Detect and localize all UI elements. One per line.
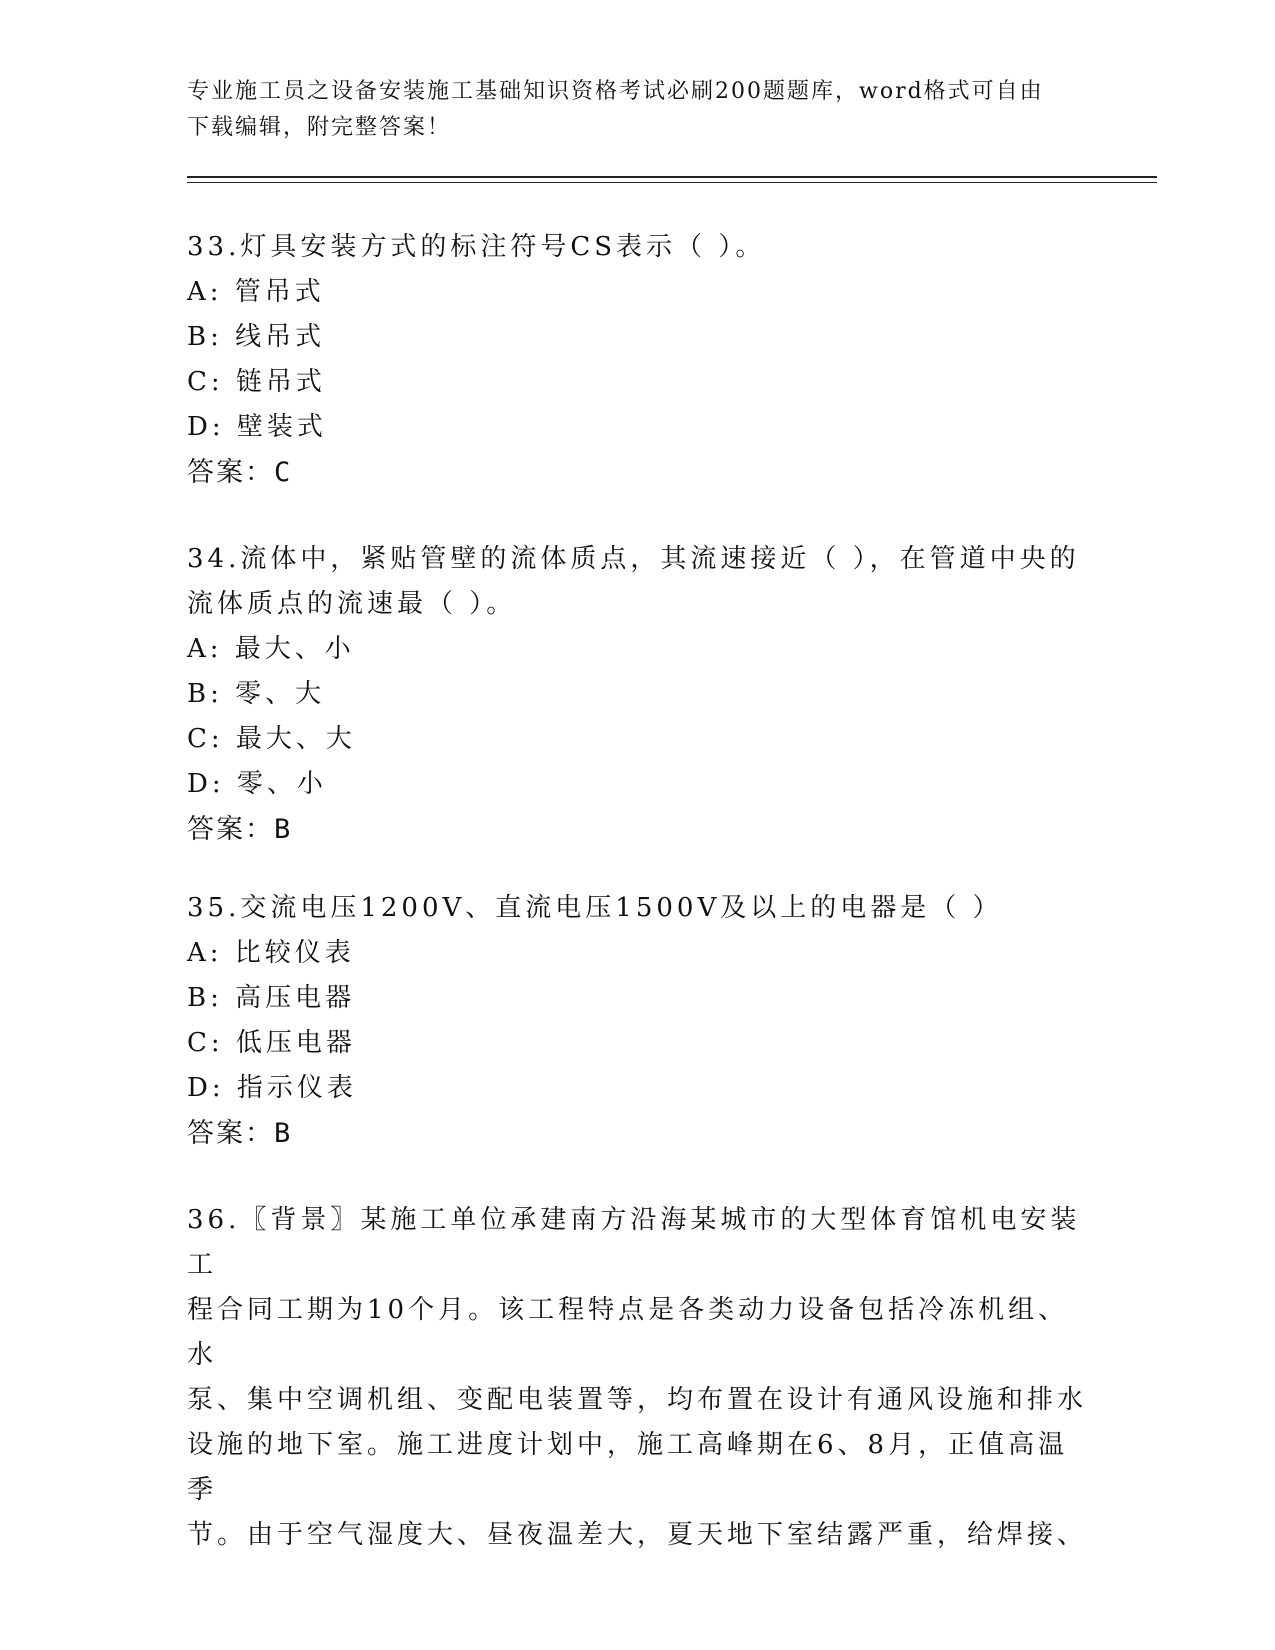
question-36 bbox=[187, 1198, 1087, 1558]
question-35 bbox=[187, 886, 1087, 1156]
answer bbox=[187, 1111, 1087, 1156]
answer-label: 答案： bbox=[187, 814, 274, 845]
answer-label: 答案： bbox=[187, 1118, 274, 1149]
answer-value: B bbox=[274, 814, 293, 845]
header-divider-thick bbox=[187, 176, 1157, 178]
option-c: C: 链吊式 bbox=[187, 367, 326, 397]
question-stem-line-3: 泵、集中空调机组、变配电装置等，均布置在设计有通风设施和排水 bbox=[187, 1385, 1088, 1415]
option-a: A: 比较仪表 bbox=[187, 938, 355, 968]
answer bbox=[187, 450, 1087, 495]
option-b: B: 线吊式 bbox=[187, 322, 326, 352]
answer-label: 答案： bbox=[187, 457, 274, 488]
question-stem-line-1: 34.流体中，紧贴管壁的流体质点，其流速接近（ ），在管道中央的 bbox=[187, 544, 1080, 574]
document-header bbox=[187, 74, 1087, 146]
option-c: C: 低压电器 bbox=[187, 1028, 356, 1058]
header-line-1: 专业施工员之设备安装施工基础知识资格考试必刷200题题库，word格式可自由 bbox=[187, 79, 1044, 104]
question-stem: 35.交流电压1200V、直流电压1500V及以上的电器是（ ） bbox=[187, 893, 1003, 923]
option-d: D: 零、小 bbox=[187, 769, 327, 799]
option-d: D: 指示仪表 bbox=[187, 1073, 357, 1103]
answer-value: C bbox=[274, 457, 293, 488]
option-b: B: 高压电器 bbox=[187, 983, 356, 1013]
answer bbox=[187, 807, 1087, 852]
header-divider-thin bbox=[187, 182, 1157, 183]
question-stem: 33.灯具安装方式的标注符号CS表示（ ）。 bbox=[187, 232, 766, 262]
question-stem-line-5: 节。由于空气湿度大、昼夜温差大，夏天地下室结露严重，给焊接、 bbox=[187, 1520, 1088, 1550]
option-a: A: 最大、小 bbox=[187, 634, 355, 664]
option-b: B: 零、大 bbox=[187, 679, 326, 709]
question-stem-line-2: 程合同工期为10个月。该工程特点是各类动力设备包括冷冻机组、水 bbox=[187, 1295, 1069, 1370]
option-d: D: 壁装式 bbox=[187, 412, 327, 442]
question-stem-line-4: 设施的地下室。施工进度计划中，施工高峰期在6、8月，正值高温季 bbox=[187, 1430, 1069, 1505]
question-34 bbox=[187, 537, 1087, 852]
question-stem-line-1: 36.〖背景〗某施工单位承建南方沿海某城市的大型体育馆机电安装工 bbox=[187, 1205, 1081, 1280]
option-a: A: 管吊式 bbox=[187, 277, 325, 307]
header-line-2: 下载编辑，附完整答案！ bbox=[187, 115, 452, 140]
question-stem-line-2: 流体质点的流速最（ ）。 bbox=[187, 589, 517, 619]
answer-value: B bbox=[274, 1118, 293, 1149]
question-33 bbox=[187, 225, 1087, 495]
option-c: C: 最大、大 bbox=[187, 724, 356, 754]
